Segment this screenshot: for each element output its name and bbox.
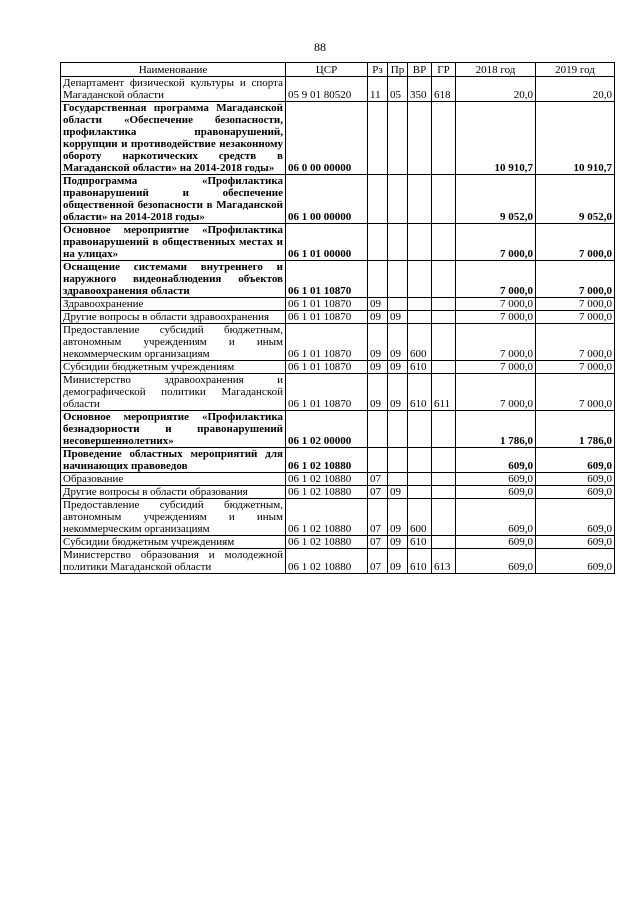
cell-name: Государственная программа Магаданской области «Обеспечение безопасности, профилактика правонарушений, коррупции и противодействие незаконному обороту наркотических средств в Магаданской области» на 2014-2018 годы» [61,102,286,175]
cell-vr: 610 [408,374,432,411]
cell-2018: 7 000,0 [456,261,536,298]
cell-gr: 611 [432,374,456,411]
cell-name: Министерство образования и молодежной политики Магаданской области [61,549,286,574]
cell-csr: 06 1 01 10870 [286,298,368,311]
cell-2019: 20,0 [536,77,615,102]
cell-csr: 06 1 01 10870 [286,374,368,411]
cell-vr [408,311,432,324]
cell-2018: 609,0 [456,536,536,549]
cell-csr: 06 0 00 00000 [286,102,368,175]
cell-pr: 09 [388,536,408,549]
cell-pr: 09 [388,374,408,411]
header-gr: ГР [432,63,456,77]
cell-rz [368,411,388,448]
cell-vr: 600 [408,499,432,536]
cell-name: Другие вопросы в области образования [61,486,286,499]
table-row [61,324,615,361]
cell-gr [432,536,456,549]
cell-2018: 1 786,0 [456,411,536,448]
cell-gr: 618 [432,77,456,102]
cell-name: Министерство здравоохранения и демографической политики Магаданской области [61,374,286,411]
cell-gr [432,324,456,361]
cell-2018: 609,0 [456,486,536,499]
cell-2018: 20,0 [456,77,536,102]
cell-name: Предоставление субсидий бюджетным, автономным учреждениям и иным некоммерческим организациям [61,499,286,536]
cell-rz [368,102,388,175]
cell-vr [408,261,432,298]
cell-pr: 09 [388,361,408,374]
cell-2018: 7 000,0 [456,298,536,311]
cell-2019: 7 000,0 [536,298,615,311]
cell-pr: 09 [388,311,408,324]
header-2018: 2018 год [456,63,536,77]
cell-2019: 609,0 [536,549,615,574]
cell-gr [432,224,456,261]
cell-rz [368,224,388,261]
cell-2019: 7 000,0 [536,224,615,261]
cell-name: Департамент физической культуры и спорта Магаданской области [61,77,286,102]
header-2019: 2019 год [536,63,615,77]
cell-vr [408,224,432,261]
table-row [61,361,615,374]
cell-name: Проведение областных мероприятий для начинающих правоведов [61,448,286,473]
cell-vr: 610 [408,361,432,374]
table-row [61,224,615,261]
cell-vr: 600 [408,324,432,361]
header-name: Наименование [61,63,286,77]
cell-rz: 07 [368,549,388,574]
cell-vr: 610 [408,536,432,549]
cell-csr: 06 1 01 10870 [286,361,368,374]
budget-table [60,62,615,574]
cell-pr: 09 [388,549,408,574]
cell-vr: 350 [408,77,432,102]
cell-gr [432,486,456,499]
cell-name: Оснащение системами внутреннего и наружного видеонаблюдения объектов здравоохранения области [61,261,286,298]
cell-gr [432,311,456,324]
cell-name: Основное мероприятие «Профилактика правонарушений в общественных местах и на улицах» [61,224,286,261]
cell-csr: 06 1 01 00000 [286,224,368,261]
cell-vr [408,473,432,486]
cell-csr: 06 1 02 00000 [286,411,368,448]
cell-csr: 06 1 02 10880 [286,448,368,473]
table-row [61,499,615,536]
cell-2019: 9 052,0 [536,175,615,224]
cell-name: Основное мероприятие «Профилактика безнадзорности и правонарушений несовершеннолетних» [61,411,286,448]
cell-2019: 7 000,0 [536,324,615,361]
cell-pr [388,102,408,175]
cell-pr [388,261,408,298]
cell-2019: 10 910,7 [536,102,615,175]
cell-name: Субсидии бюджетным учреждениям [61,361,286,374]
cell-vr: 610 [408,549,432,574]
cell-pr: 05 [388,77,408,102]
cell-rz [368,261,388,298]
cell-rz: 09 [368,298,388,311]
cell-csr: 06 1 01 10870 [286,261,368,298]
cell-2019: 609,0 [536,499,615,536]
cell-2019: 609,0 [536,486,615,499]
cell-2019: 7 000,0 [536,361,615,374]
cell-rz: 07 [368,536,388,549]
cell-pr [388,224,408,261]
cell-gr [432,411,456,448]
cell-rz [368,175,388,224]
cell-gr [432,361,456,374]
cell-2018: 7 000,0 [456,374,536,411]
cell-vr [408,102,432,175]
cell-gr [432,448,456,473]
cell-gr [432,499,456,536]
cell-rz [368,448,388,473]
header-row [61,63,615,77]
table-row [61,486,615,499]
header-rz: Рз [368,63,388,77]
cell-csr: 05 9 01 80520 [286,77,368,102]
cell-2019: 609,0 [536,448,615,473]
cell-vr [408,298,432,311]
header-pr: Пр [388,63,408,77]
cell-name: Субсидии бюджетным учреждениям [61,536,286,549]
cell-csr: 06 1 02 10880 [286,549,368,574]
cell-name: Другие вопросы в области здравоохранения [61,311,286,324]
cell-rz: 07 [368,473,388,486]
cell-gr [432,473,456,486]
cell-pr: 09 [388,486,408,499]
cell-name: Образование [61,473,286,486]
cell-pr [388,411,408,448]
table-row [61,311,615,324]
cell-2019: 7 000,0 [536,311,615,324]
cell-2019: 7 000,0 [536,374,615,411]
cell-gr [432,175,456,224]
cell-2018: 7 000,0 [456,311,536,324]
cell-rz: 07 [368,486,388,499]
cell-rz: 09 [368,324,388,361]
cell-csr: 06 1 00 00000 [286,175,368,224]
cell-gr: 613 [432,549,456,574]
cell-2018: 609,0 [456,473,536,486]
table-row [61,175,615,224]
cell-name: Подпрограмма «Профилактика правонарушений и обеспечение общественной безопасности в Магаданской области» на 2014-2018 годы» [61,175,286,224]
header-vr: ВР [408,63,432,77]
cell-2019: 609,0 [536,536,615,549]
cell-csr: 06 1 02 10880 [286,499,368,536]
cell-2019: 7 000,0 [536,261,615,298]
table-row [61,448,615,473]
table-row [61,549,615,574]
cell-name: Предоставление субсидий бюджетным, автономным учреждениям и иным некоммерческим организациям [61,324,286,361]
cell-rz: 09 [368,361,388,374]
cell-2019: 1 786,0 [536,411,615,448]
table-row [61,411,615,448]
cell-vr [408,448,432,473]
cell-gr [432,102,456,175]
cell-vr [408,411,432,448]
cell-2018: 609,0 [456,499,536,536]
cell-pr [388,298,408,311]
cell-2018: 609,0 [456,549,536,574]
table-row [61,298,615,311]
table-row [61,102,615,175]
cell-csr: 06 1 02 10880 [286,486,368,499]
cell-2018: 609,0 [456,448,536,473]
cell-vr [408,486,432,499]
cell-name: Здравоохранение [61,298,286,311]
cell-rz: 07 [368,499,388,536]
table-row [61,261,615,298]
cell-2018: 9 052,0 [456,175,536,224]
cell-2018: 7 000,0 [456,361,536,374]
cell-2018: 7 000,0 [456,224,536,261]
page-number: 88 [314,40,326,54]
table-row [61,473,615,486]
cell-pr: 09 [388,499,408,536]
cell-2018: 7 000,0 [456,324,536,361]
cell-2018: 10 910,7 [456,102,536,175]
cell-gr [432,298,456,311]
table-row [61,374,615,411]
cell-pr [388,448,408,473]
table-row [61,536,615,549]
cell-pr: 09 [388,324,408,361]
table-row [61,77,615,102]
cell-gr [432,261,456,298]
cell-csr: 06 1 02 10880 [286,473,368,486]
cell-pr [388,175,408,224]
cell-rz: 09 [368,311,388,324]
header-csr: ЦСР [286,63,368,77]
cell-2019: 609,0 [536,473,615,486]
cell-csr: 06 1 01 10870 [286,311,368,324]
cell-rz: 09 [368,374,388,411]
cell-pr [388,473,408,486]
cell-vr [408,175,432,224]
cell-csr: 06 1 02 10880 [286,536,368,549]
cell-csr: 06 1 01 10870 [286,324,368,361]
cell-rz: 11 [368,77,388,102]
